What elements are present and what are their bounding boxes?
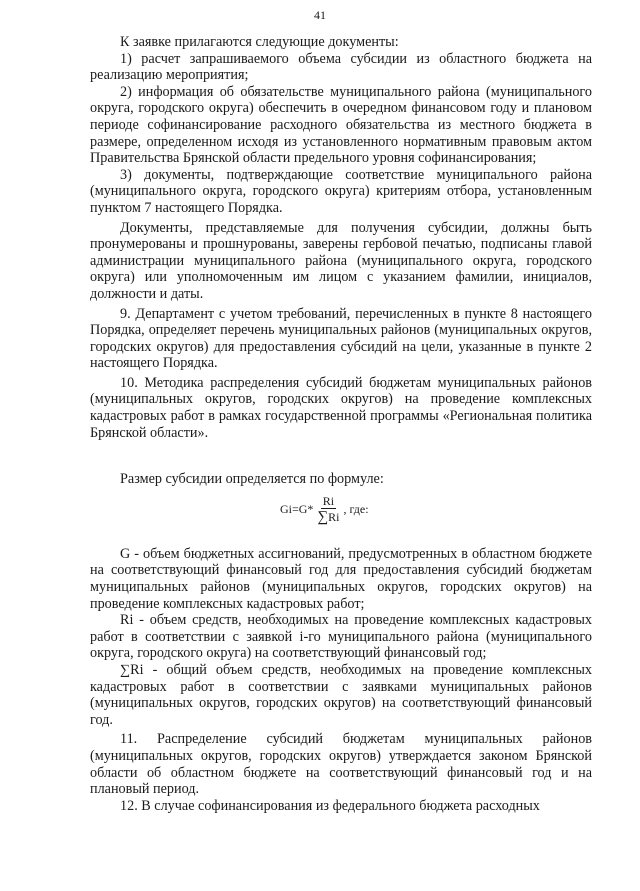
formula-fraction xyxy=(315,494,341,524)
paragraph-clause-10: 10. Методика распределения субсидий бюджетам муниципальных районов (муниципальных округов, городских округов) на проведение комплексных кадастровых работ в рамках государственной программы «Региональная политика Брянской области». xyxy=(90,374,592,441)
formula-numerator: Ri xyxy=(322,493,335,508)
paragraph-item-3: 3) документы, подтверждающие соответствие муниципального района (муниципального округа, городского округа) критериям отбора, установленным пунктом 7 настоящего Порядка. xyxy=(90,166,592,216)
document-body xyxy=(90,34,592,814)
paragraph-clause-9: 9. Департамент с учетом требований, перечисленных в пункте 8 настоящего Порядка, определяет перечень муниципальных районов (муниципальных округов, городских округов) для предоставления субсидий на цели, указанные в пункте 2 настоящего Порядка. xyxy=(90,305,592,372)
formula-lhs: Gi=G* xyxy=(280,501,314,516)
paragraph-attachments-intro: К заявке прилагаются следующие документы: xyxy=(120,34,399,50)
paragraph-definition-sum-ri: ∑Ri - общий объем средств, необходимых на проведение комплексных кадастровых работ в соответствии с заявками муниципальных районов (муниципальных округов, городских округов) на соответствующий финансовый год. xyxy=(90,662,592,728)
formula-block xyxy=(90,488,592,546)
formula-suffix: , где: xyxy=(343,501,369,516)
paragraph-item-1: 1) расчет запрашиваемого объема субсидии из областного бюджета на реализацию мероприятия; xyxy=(90,50,592,84)
formula-denominator: Ri xyxy=(328,509,340,524)
page-number: 41 xyxy=(314,8,326,22)
paragraph-formula-intro: Размер субсидии определяется по формуле: xyxy=(120,471,384,488)
paragraph-clause-12: 12. В случае софинансирования из федерального бюджета расходных xyxy=(120,797,540,814)
paragraph-item-2: 2) информация об обязательстве муниципального района (муниципального округа, городского округа) обеспечить в очередном финансовом году и плановом периоде софинансирование расходного обязательства из местного бюджета в размере, определенном исходя из установленного нормативным правовым актом Правительства Брянской области предельного уровня софинансирования; xyxy=(90,83,592,167)
sigma-symbol: ∑ xyxy=(317,508,329,525)
paragraph-definition-ri: Ri - объем средств, необходимых на проведение комплексных кадастровых работ в соответствии с заявкой i-го муниципального района (муниципального округа, городского округа) на соответствующий финансовый год; xyxy=(90,612,592,662)
subsidy-formula xyxy=(280,494,369,524)
paragraph-documents-requirements: Документы, представляемые для получения субсидии, должны быть пронумерованы и прошнурованы, заверены гербовой печатью, подписаны главой администрации муниципального района (муниципального округа, городского округа) или уполномоченным им лицом с указанием фамилии, инициалов, должности и даты. xyxy=(90,219,592,302)
paragraph-clause-11: 11. Распределение субсидий бюджетам муниципальных районов (муниципальных округов, городских округов) утверждается законом Брянской области об областном бюджете на соответствующий финансовый год и на плановый период. xyxy=(90,731,592,798)
formula-denominator-wrap xyxy=(315,509,341,524)
paragraph-definition-g: G - объем бюджетных ассигнований, предусмотренных в областном бюджете на соответствующий финансовый год для предоставления субсидий бюджетам муниципальных районов (муниципальных округов, городских округов) на проведение комплексных кадастровых работ; xyxy=(90,545,592,612)
